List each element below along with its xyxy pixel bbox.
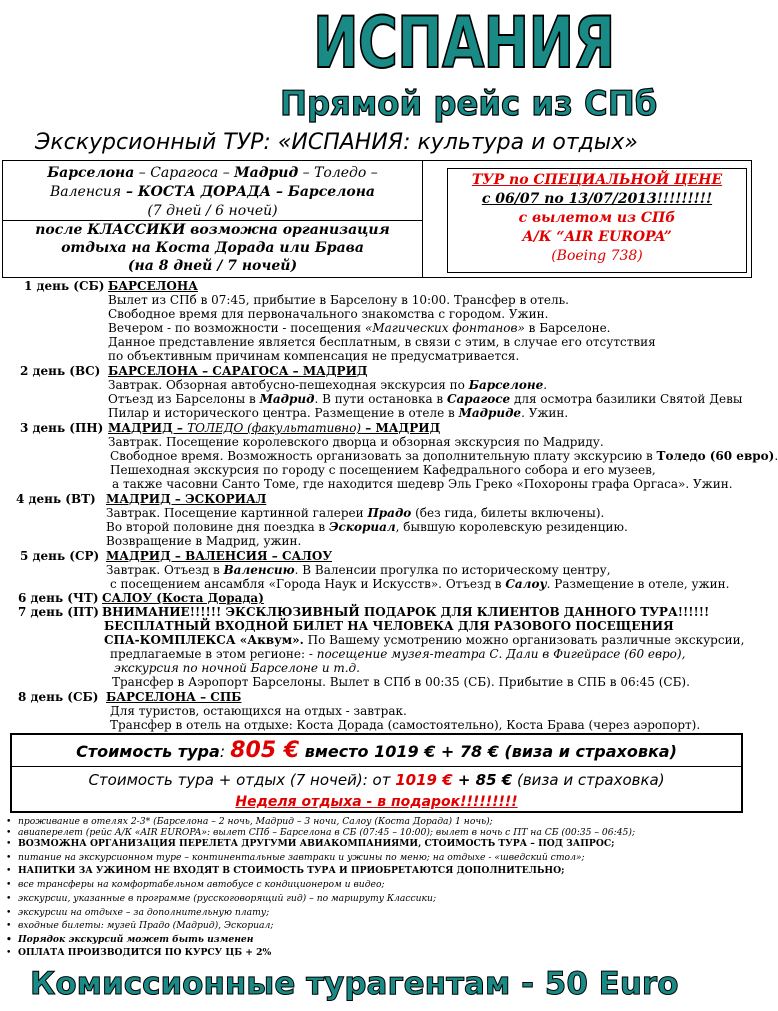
day-destination: МАДРИД – ВАЛЕНСИЯ – САЛОУ: [106, 549, 333, 563]
itinerary-row: [0, 591, 756, 606]
itinerary-row: [0, 520, 756, 535]
itinerary-row: [0, 647, 756, 662]
day-label: 3 день (ПН): [20, 421, 104, 435]
itinerary-row: [0, 293, 756, 308]
itinerary-row: [0, 549, 756, 564]
day-text: Пешеходная экскурсия по городу с посещением Кафедрального собора и его музеев,: [110, 463, 656, 477]
day-text: по объективным причинам компенсация не предусматривается.: [108, 349, 520, 363]
day-destination: САЛОУ (Коста Дорада): [102, 591, 264, 605]
day-text: Вечером - по возможности - посещения «Магических фонтанов» в Барселоне.: [108, 321, 611, 335]
day-label: 4 день (ВТ): [16, 492, 96, 506]
note-item: • экскурсии на отдыхе – за дополнительную плату;: [6, 907, 270, 918]
itinerary-row: [0, 349, 756, 364]
itinerary-row: [0, 619, 756, 634]
day-text: Данное представление является бесплатным, в связи с этим, в случае его отсутствия: [108, 335, 656, 349]
special-offer-departure: с вылетом из СПб: [518, 210, 676, 226]
route-city: – КОСТА ДОРАДА – Барселона: [121, 184, 375, 200]
gift-notice: Неделя отдыха - в подарок!!!!!!!!!: [235, 794, 518, 810]
route-summary: [3, 161, 423, 221]
day-label: 5 день (СР): [20, 549, 100, 563]
day-text: СПА-КОМПЛЕКСА «Аквум». По Вашему усмотрению можно организовать различные экскурсии,: [104, 633, 745, 647]
price-box: [10, 733, 743, 813]
tour-rest-price: Стоимость тура + отдых (7 ночей): от 1019 € + 85 € (виза и страховка): [88, 771, 665, 789]
day-destination: БАРСЕЛОНА – САРАГОСА – МАДРИД: [108, 364, 368, 378]
day-text: Завтрак. Посещение картинной галереи Прадо (без гида, билеты включены).: [106, 506, 605, 520]
day-destination: БАРСЕЛОНА – СПБ: [106, 690, 242, 704]
itinerary-row: [0, 321, 756, 336]
itinerary-row: [0, 718, 756, 733]
itinerary-row: [0, 463, 756, 478]
day-label: 6 день (ЧТ): [18, 591, 99, 605]
itinerary-row: [0, 406, 756, 421]
day-text: БЕСПЛАТНЫЙ ВХОДНОЙ БИЛЕТ НА ЧЕЛОВЕКА ДЛЯ РАЗОВОГО ПОСЕЩЕНИЯ: [104, 619, 674, 633]
day-text: Для туристов, остающихся на отдых - завтрак.: [110, 704, 407, 718]
route-city: – Сарагоса –: [134, 165, 235, 181]
note-item: • Порядок экскурсий может быть изменен: [6, 934, 254, 945]
day-destination: МАДРИД – ТОЛЕДО (факультативно) – МАДРИД: [108, 421, 441, 435]
day-text: Отъезд из Барселоны в Мадрид. В пути остановка в Сарагосе для осмотра базилики Святой Девы: [108, 392, 743, 406]
day-label: 7 день (ПТ): [18, 605, 99, 619]
note-item: • ОПЛАТА ПРОИЗВОДИТСЯ ПО КУРСУ ЦБ + 2%: [6, 947, 272, 958]
day-text: Трансфер в Аэропорт Барселоны. Вылет в СПб в 00:35 (СБ). Прибытие в СПБ в 06:45 (СБ).: [112, 675, 690, 689]
itinerary-row: [0, 633, 756, 648]
tour-price-value: 805 €: [230, 738, 300, 763]
note-item: • ВОЗМОЖНА ОРГАНИЗАЦИЯ ПЕРЕЛЕТА ДРУГУМИ АВИАКОМПАНИЯМИ, СТОИМОСТЬ ТУРА – ПОД ЗАПРОС;: [6, 838, 615, 849]
day-text: Трансфер в отель на отдыхе: Коста Дорада (самостоятельно), Коста Брава (через аэропорт).: [110, 718, 701, 732]
special-offer-title: ТУР по СПЕЦИАЛЬНОЙ ЦЕНЕ: [471, 172, 723, 188]
itinerary-row: [0, 279, 756, 294]
note-item: • все трансферы на комфортабельном автобусе с кондиционером и видео;: [6, 879, 385, 890]
itinerary-row: [0, 335, 756, 350]
day-text: предлагаемые в этом регионе: - посещение музея-театра С. Дали в Фигейрасе (60 евро),: [110, 647, 686, 661]
day-text: Завтрак. Отъезд в Валенсию. В Валенсии прогулка по историческому центру,: [106, 563, 611, 577]
itinerary-row: [0, 435, 756, 450]
day-text: с посещением ансамбля «Города Наук и Искусств». Отъезд в Салоу. Размещение в отеле, ужин.: [110, 577, 730, 591]
day-text: Завтрак. Посещение королевского дворца и обзорная экскурсия по Мадриду.: [108, 435, 604, 449]
day-text: Свободное время для первоначального знакомства с городом. Ужин.: [108, 307, 549, 321]
note-item: • экскурсии, указанные в программе (русскоговорящий гид) – по маршруту Классики;: [6, 893, 437, 904]
itinerary-row: [0, 675, 756, 690]
agent-commission: Комиссионные турагентам - 50 Euro: [30, 966, 679, 1002]
day-label: 8 день (СБ): [18, 690, 99, 704]
day-label: 2 день (ВС): [20, 364, 101, 378]
day-destination: БАРСЕЛОНА: [108, 279, 198, 293]
itinerary-row: [0, 577, 756, 592]
itinerary-row: [0, 421, 756, 436]
route-city: Мадрид: [234, 165, 299, 181]
day-text: Во второй половине дня поездка в Эскориал, бывшую королевскую резиденцию.: [106, 520, 628, 534]
special-offer-dates: с 06/07 по 13/07/2013!!!!!!!!!: [481, 191, 713, 207]
route-city: – Толедо –: [298, 165, 378, 181]
day-label: 1 день (СБ): [24, 279, 105, 293]
route-box: [2, 160, 752, 278]
day-text: Пилар и исторического центра. Размещение в отеле в Мадриде. Ужин.: [108, 406, 569, 420]
day-text: Возвращение в Мадрид, ужин.: [106, 534, 302, 548]
special-offer-aircraft: (Boeing 738): [551, 248, 643, 264]
itinerary-row: [0, 661, 756, 676]
note-item: • проживание в отелях 2-3* (Барселона – 2 ночь, Мадрид – 3 ночи, Салоу (Коста Дорада) 1 ночь);: [6, 816, 493, 827]
route-extension-line: (на 8 дней / 7 ночей): [127, 258, 298, 274]
itinerary-row: [0, 364, 756, 379]
itinerary-row: [0, 492, 756, 507]
itinerary-row: [0, 506, 756, 521]
itinerary-row: [0, 307, 756, 322]
special-offer-box: [447, 168, 747, 273]
note-item: • входные билеты: музей Прадо (Мадрид), Эскориал;: [6, 920, 274, 931]
route-extension-line: отдыха на Коста Дорада или Брава: [61, 240, 364, 256]
itinerary-row: [0, 690, 756, 705]
page-subtitle: Прямой рейс из СПб: [280, 84, 658, 124]
itinerary-row: [0, 605, 756, 620]
route-city: Валенсия: [50, 184, 122, 200]
day-text: а также часовни Санто Томе, где находится шедевр Эль Греко «Похороны графа Оргаса». Ужин.: [112, 477, 733, 491]
day-destination: МАДРИД – ЭСКОРИАЛ: [106, 492, 267, 506]
day-text: Вылет из СПб в 07:45, прибытие в Барселону в 10:00. Трансфер в отель.: [108, 293, 569, 307]
day-text: Завтрак. Обзорная автобусно-пешеходная экскурсия по Барселоне.: [108, 378, 548, 392]
note-item: • питание на экскурсионном туре – континентальные завтраки и ужины по меню; на отдыхе - «шведский стол»;: [6, 852, 585, 863]
itinerary-row: [0, 378, 756, 393]
day-text: экскурсия по ночной Барселоне и т.д.: [114, 661, 360, 675]
tour-price: Стоимость тура: 805 € вместо 1019 € + 78 € (виза и страховка): [12, 735, 741, 767]
route-city: Барселона: [47, 165, 135, 181]
itinerary-row: [0, 704, 756, 719]
note-item: • НАПИТКИ ЗА УЖИНОМ НЕ ВХОДЯТ В СТОИМОСТЬ ТУРА И ПРИОБРЕТАЮТСЯ ДОПОЛНИТЕЛЬНО;: [6, 865, 565, 876]
special-offer-airline: А/К “AIR EUROPA”: [522, 229, 672, 245]
day-text: Свободное время. Возможность организовать за дополнительную плату экскурсию в Толедо (60 евро).: [110, 449, 778, 463]
page-title: ИСПАНИЯ: [312, 2, 615, 84]
note-item: • авиаперелет (рейс А/К «AIR EUROPA»: вылет СПб – Барселона в СБ (07:45 – 10:00); вылет в ночь с ПТ на СБ (00:35 – 06:45);: [6, 827, 636, 838]
itinerary-row: [0, 534, 756, 549]
itinerary-row: [0, 477, 756, 492]
itinerary-row: [0, 392, 756, 407]
itinerary-row: [0, 449, 778, 464]
route-extension-line: после КЛАССИКИ возможна организация: [35, 222, 390, 238]
route-extension: [3, 221, 423, 277]
day-text: ВНИМАНИЕ!!!!!! ЭКСКЛЮЗИВНЫЙ ПОДАРОК ДЛЯ КЛИЕНТОВ ДАННОГО ТУРА!!!!!!: [102, 605, 710, 619]
tour-title: Экскурсионный ТУР: «ИСПАНИЯ: культура и отдых»: [35, 130, 638, 155]
itinerary-row: [0, 563, 756, 578]
route-duration: (7 дней / 6 ночей): [147, 203, 278, 219]
